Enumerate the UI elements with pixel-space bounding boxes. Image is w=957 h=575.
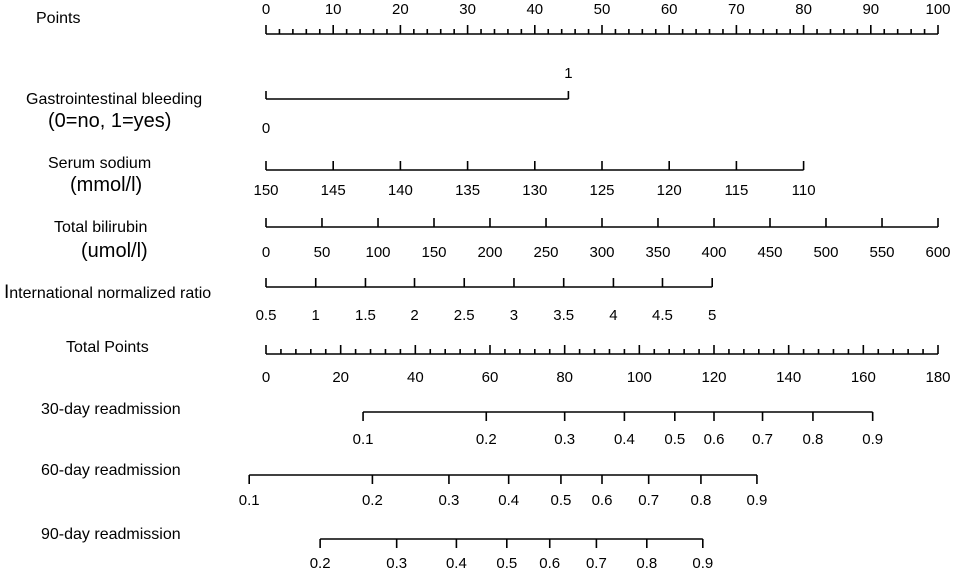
total-points-tick-label-5: 100 (626, 369, 652, 386)
inr-tick-label-6: 3.5 (553, 307, 575, 324)
inr-label: International normalized ratio (4, 282, 212, 303)
serum-sodium-tick-label-2: 140 (387, 182, 413, 199)
total-bilirubin-tick-label-5: 250 (533, 244, 559, 261)
readmission-30-tick-label-5: 0.6 (703, 431, 725, 448)
total-points-tick-label-4: 80 (556, 369, 574, 386)
total-bilirubin-tick-label-10: 500 (813, 244, 839, 261)
readmission-30-tick-label-7: 0.8 (802, 431, 824, 448)
readmission-60-tick-label-6: 0.7 (638, 492, 660, 509)
gi-bleeding-sublabel: (0=no, 1=yes) (48, 110, 172, 132)
readmission-30-tick-label-2: 0.3 (554, 431, 576, 448)
total-points-tick-label-9: 180 (925, 369, 951, 386)
readmission-90-tick-label-7: 0.9 (692, 555, 714, 572)
readmission-90-tick-label-3: 0.5 (496, 555, 518, 572)
inr-tick-label-2: 1.5 (355, 307, 376, 324)
serum-sodium-tick-label-3: 135 (455, 182, 481, 199)
total-bilirubin-tick-label-11: 550 (869, 244, 895, 261)
serum-sodium-tick-label-1: 145 (320, 182, 346, 199)
points-tick-label-8: 80 (795, 1, 812, 18)
readmission-30-tick-label-0: 0.1 (352, 431, 374, 448)
readmission-30-tick-label-4: 0.5 (664, 431, 686, 448)
readmission-90-tick-label-4: 0.6 (539, 555, 561, 572)
total-bilirubin-tick-label-8: 400 (701, 244, 727, 261)
readmission-30-tick-label-3: 0.4 (613, 431, 635, 448)
readmission-60-tick-label-3: 0.4 (498, 492, 520, 509)
inr-tick-label-0: 0.5 (255, 307, 277, 324)
gi-bleeding-tick-label-0: 0 (261, 120, 271, 137)
readmission-30-tick-label-1: 0.2 (475, 431, 497, 448)
total-bilirubin-tick-label-0: 0 (261, 244, 271, 261)
points-tick-label-3: 30 (459, 1, 476, 18)
total-points-tick-label-3: 60 (481, 369, 499, 386)
inr-tick-label-4: 2.5 (453, 307, 475, 324)
total-bilirubin-tick-label-6: 300 (589, 244, 615, 261)
readmission-60-tick-label-5: 0.6 (591, 492, 613, 509)
total-bilirubin-label: Total bilirubin (54, 219, 148, 236)
readmission-30-tick-label-8: 0.9 (862, 431, 884, 448)
total-bilirubin-tick-label-2: 100 (365, 244, 391, 261)
gi-bleeding-label: Gastrointestinal bleeding (26, 91, 203, 108)
readmission-30-label: 30-day readmission (41, 401, 181, 418)
total-points-tick-label-7: 140 (776, 369, 802, 386)
readmission-30-tick-label-6: 0.7 (752, 431, 773, 448)
total-bilirubin-tick-label-12: 600 (925, 244, 951, 261)
readmission-60-tick-label-0: 0.1 (238, 492, 260, 509)
points-tick-label-9: 90 (862, 1, 880, 18)
total-bilirubin-tick-label-4: 200 (477, 244, 503, 261)
readmission-60-tick-label-8: 0.9 (746, 492, 768, 509)
serum-sodium-tick-label-7: 115 (724, 182, 749, 199)
readmission-60-tick-label-1: 0.2 (361, 492, 383, 509)
readmission-60-tick-label-2: 0.3 (438, 492, 460, 509)
points-tick-label-10: 100 (925, 1, 951, 18)
serum-sodium-tick-label-4: 130 (522, 182, 548, 199)
points-tick-label-1: 10 (324, 1, 342, 18)
points-tick-label-2: 20 (392, 1, 409, 18)
serum-sodium-tick-label-5: 125 (589, 182, 615, 199)
readmission-90-tick-label-6: 0.8 (636, 555, 658, 572)
total-bilirubin-tick-label-7: 350 (645, 244, 671, 261)
points-tick-label-5: 50 (593, 1, 611, 18)
total-points-tick-label-8: 160 (850, 369, 876, 386)
total-points-label: Total Points (66, 339, 149, 356)
readmission-90-tick-label-2: 0.4 (445, 555, 467, 572)
points-tick-label-4: 40 (526, 1, 544, 18)
gi-bleeding-tick-label-1: 1 (564, 65, 573, 82)
total-points-tick-label-6: 120 (701, 369, 727, 386)
points-label: Points (36, 10, 81, 27)
inr-tick-label-8: 4.5 (652, 307, 673, 324)
points-tick-label-7: 70 (728, 1, 745, 18)
total-bilirubin-tick-label-1: 50 (313, 244, 331, 261)
serum-sodium-label: Serum sodium (48, 155, 152, 172)
total-points-tick-label-0: 0 (261, 369, 271, 386)
readmission-60-tick-label-7: 0.8 (690, 492, 712, 509)
inr-tick-label-5: 3 (509, 307, 519, 324)
total-bilirubin-sublabel: (umol/l) (81, 240, 148, 262)
readmission-90-tick-label-1: 0.3 (386, 555, 408, 572)
points-tick-label-0: 0 (261, 1, 271, 18)
total-points-tick-label-1: 20 (332, 369, 350, 386)
total-bilirubin-tick-label-3: 150 (421, 244, 447, 261)
inr-tick-label-1: 1 (311, 307, 320, 324)
inr-tick-label-3: 2 (410, 307, 419, 324)
readmission-90-tick-label-5: 0.7 (585, 555, 607, 572)
serum-sodium-tick-label-0: 150 (253, 182, 279, 199)
readmission-90-tick-label-0: 0.2 (309, 555, 331, 572)
inr-tick-label-7: 4 (609, 307, 618, 324)
readmission-90-label: 90-day readmission (41, 526, 181, 543)
serum-sodium-tick-label-6: 120 (656, 182, 682, 199)
serum-sodium-tick-label-8: 110 (791, 182, 816, 199)
serum-sodium-sublabel: (mmol/l) (70, 174, 143, 196)
inr-tick-label-9: 5 (708, 307, 717, 324)
points-tick-label-6: 60 (660, 1, 678, 18)
readmission-60-label: 60-day readmission (41, 462, 181, 479)
total-points-tick-label-2: 40 (406, 369, 424, 386)
readmission-60-tick-label-4: 0.5 (550, 492, 572, 509)
total-bilirubin-tick-label-9: 450 (757, 244, 783, 261)
